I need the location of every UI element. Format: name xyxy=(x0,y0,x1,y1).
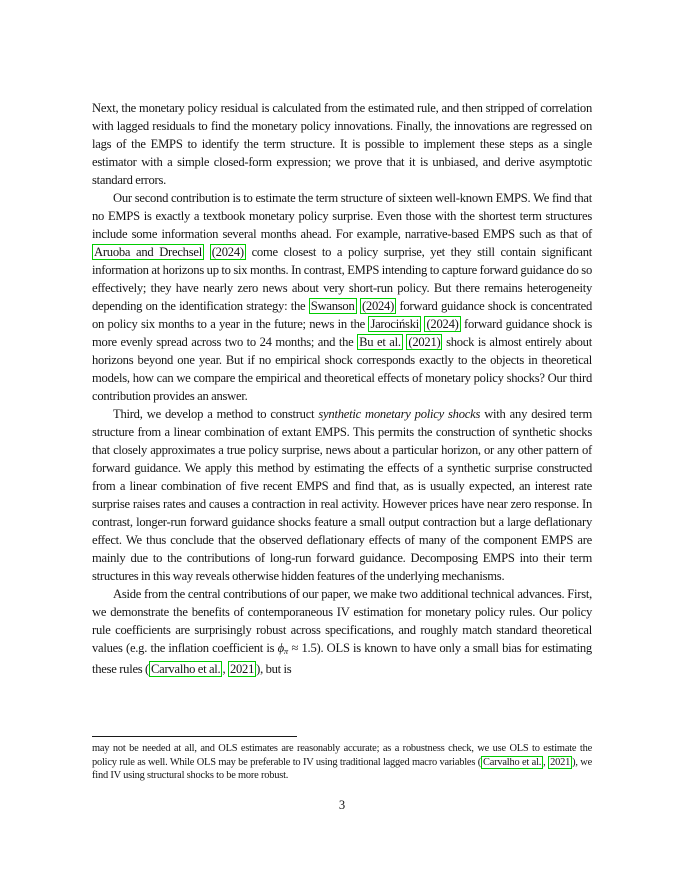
citation-link[interactable]: Swanson xyxy=(310,299,355,313)
citation-link[interactable]: (2024) xyxy=(211,245,244,259)
text-segment: ϕ xyxy=(277,641,284,655)
text-segment: ), but is xyxy=(256,662,292,677)
body-text xyxy=(92,99,592,678)
text-segment: , xyxy=(543,756,549,768)
text-segment: come closest to a policy surprise, yet they still contain significant information at horizons up to six months. In contrast, EMPS intending to capture forward guidance do so effectively; they have nearly zero news about very short-run policy. But there remains heterogeneity depending on the identification strategy: the xyxy=(92,245,592,313)
text-segment: forward guidance shock is concentrated on policy six months to a year in the future; news in the xyxy=(92,299,592,331)
text-segment: Next, the monetary policy residual is calculated from the estimated rule, and then stripped of correlation with lagged residuals to find the monetary policy innovations. Finally, the innovations are regressed on lags of the EMPS to identify the term structure. It is possible to implement these steps as a single estimator with a simple closed-form expression; we prove that it is unbiased, and derive asymptotic standard errors. xyxy=(92,101,592,187)
page-number: 3 xyxy=(338,798,346,812)
text-segment: Aside from the central contributions of our paper, we make two additional technical advances. First, we demonstrate the benefits of contemporaneous IV estimation for monetary policy rules. Our policy rule coefficients are surprisingly robust across specifications, and roughly match standard theoretical values (e.g. the inflation coefficient is xyxy=(92,587,592,655)
citation-link[interactable]: Carvalho et al. xyxy=(151,662,221,677)
text-segment: , xyxy=(222,662,228,677)
text-segment: synthetic monetary policy shocks xyxy=(318,407,481,421)
citation-link[interactable]: (2024) xyxy=(426,317,459,331)
text-segment: forward guidance shock is more evenly spread across two to 24 months; and the xyxy=(92,317,592,349)
text-segment: Our second contribution is to estimate the term structure of sixteen well-known EMPS. We find that no EMPS is exactly a textbook monetary policy surprise. Even those with the shortest term structures include some information several months ahead. For example, narrative-based EMPS such as that of xyxy=(92,191,592,241)
citation-link[interactable]: Jarociński xyxy=(370,317,420,331)
citation-link[interactable]: (2024) xyxy=(361,299,395,313)
paragraph-3 xyxy=(92,405,592,585)
footnote-text xyxy=(92,742,592,783)
citation-link[interactable]: (2021) xyxy=(408,335,441,349)
citation-link[interactable]: 2021 xyxy=(229,662,255,677)
citation-link[interactable]: Aruoba and Drechsel xyxy=(94,245,202,259)
paragraph-1 xyxy=(92,99,592,189)
footnote-rule xyxy=(92,736,297,737)
text-segment: π xyxy=(283,646,289,657)
text-segment: with any desired term structure from a linear combination of extant EMPS. This permits the construction of synthetic shocks that closely approximates a true policy surprise, news about a particular horizon, or any other pattern of forward guidance. We apply this method by estimating the effects of a synthetic surprise constructed from a linear combination of five recent EMPS and find that, as is usually expected, an interest rate surprise raises rates and causes a contraction in real activity. However prices have near zero response. In contrast, longer-run forward guidance shocks feature a small output contraction but a large deflationary effect. We thus conclude that the observed deflationary effects of many of the component EMPS are mainly due to the contributions of long-run forward guidance. Decomposing EMPS into their term structures in this way reveals otherwise hidden features of the underlying mechanisms. xyxy=(92,407,592,583)
citation-link[interactable]: Carvalho et al. xyxy=(483,756,542,768)
citation-link[interactable]: 2021 xyxy=(550,756,571,768)
paragraph-2 xyxy=(92,189,592,405)
text-segment: Third, we develop a method to construct xyxy=(113,407,319,421)
text-segment xyxy=(204,245,210,259)
text-segment: may not be needed at all, and OLS estimates are reasonably accurate; as a robustness check, we use OLS to estimate the policy rule as well. While OLS may be preferable to IV using traditional lagged macro variables ( xyxy=(92,743,592,768)
text-segment: shock is almost entirely about horizons beyond one year. But if no empirical shock corresponds exactly to the objects in theoretical models, how can we compare the empirical and theoretical effects of monetary policy shocks? Our third contribution provides an answer. xyxy=(92,335,592,403)
text-segment: ), we find IV using structural shocks to be more robust. xyxy=(92,756,592,782)
citation-link[interactable]: Bu et al. xyxy=(359,335,401,349)
footnote xyxy=(92,736,592,783)
text-segment: ≈ 1.5). OLS is known to have only a small bias for estimating these rules ( xyxy=(92,641,592,677)
paragraph-4 xyxy=(92,585,592,678)
